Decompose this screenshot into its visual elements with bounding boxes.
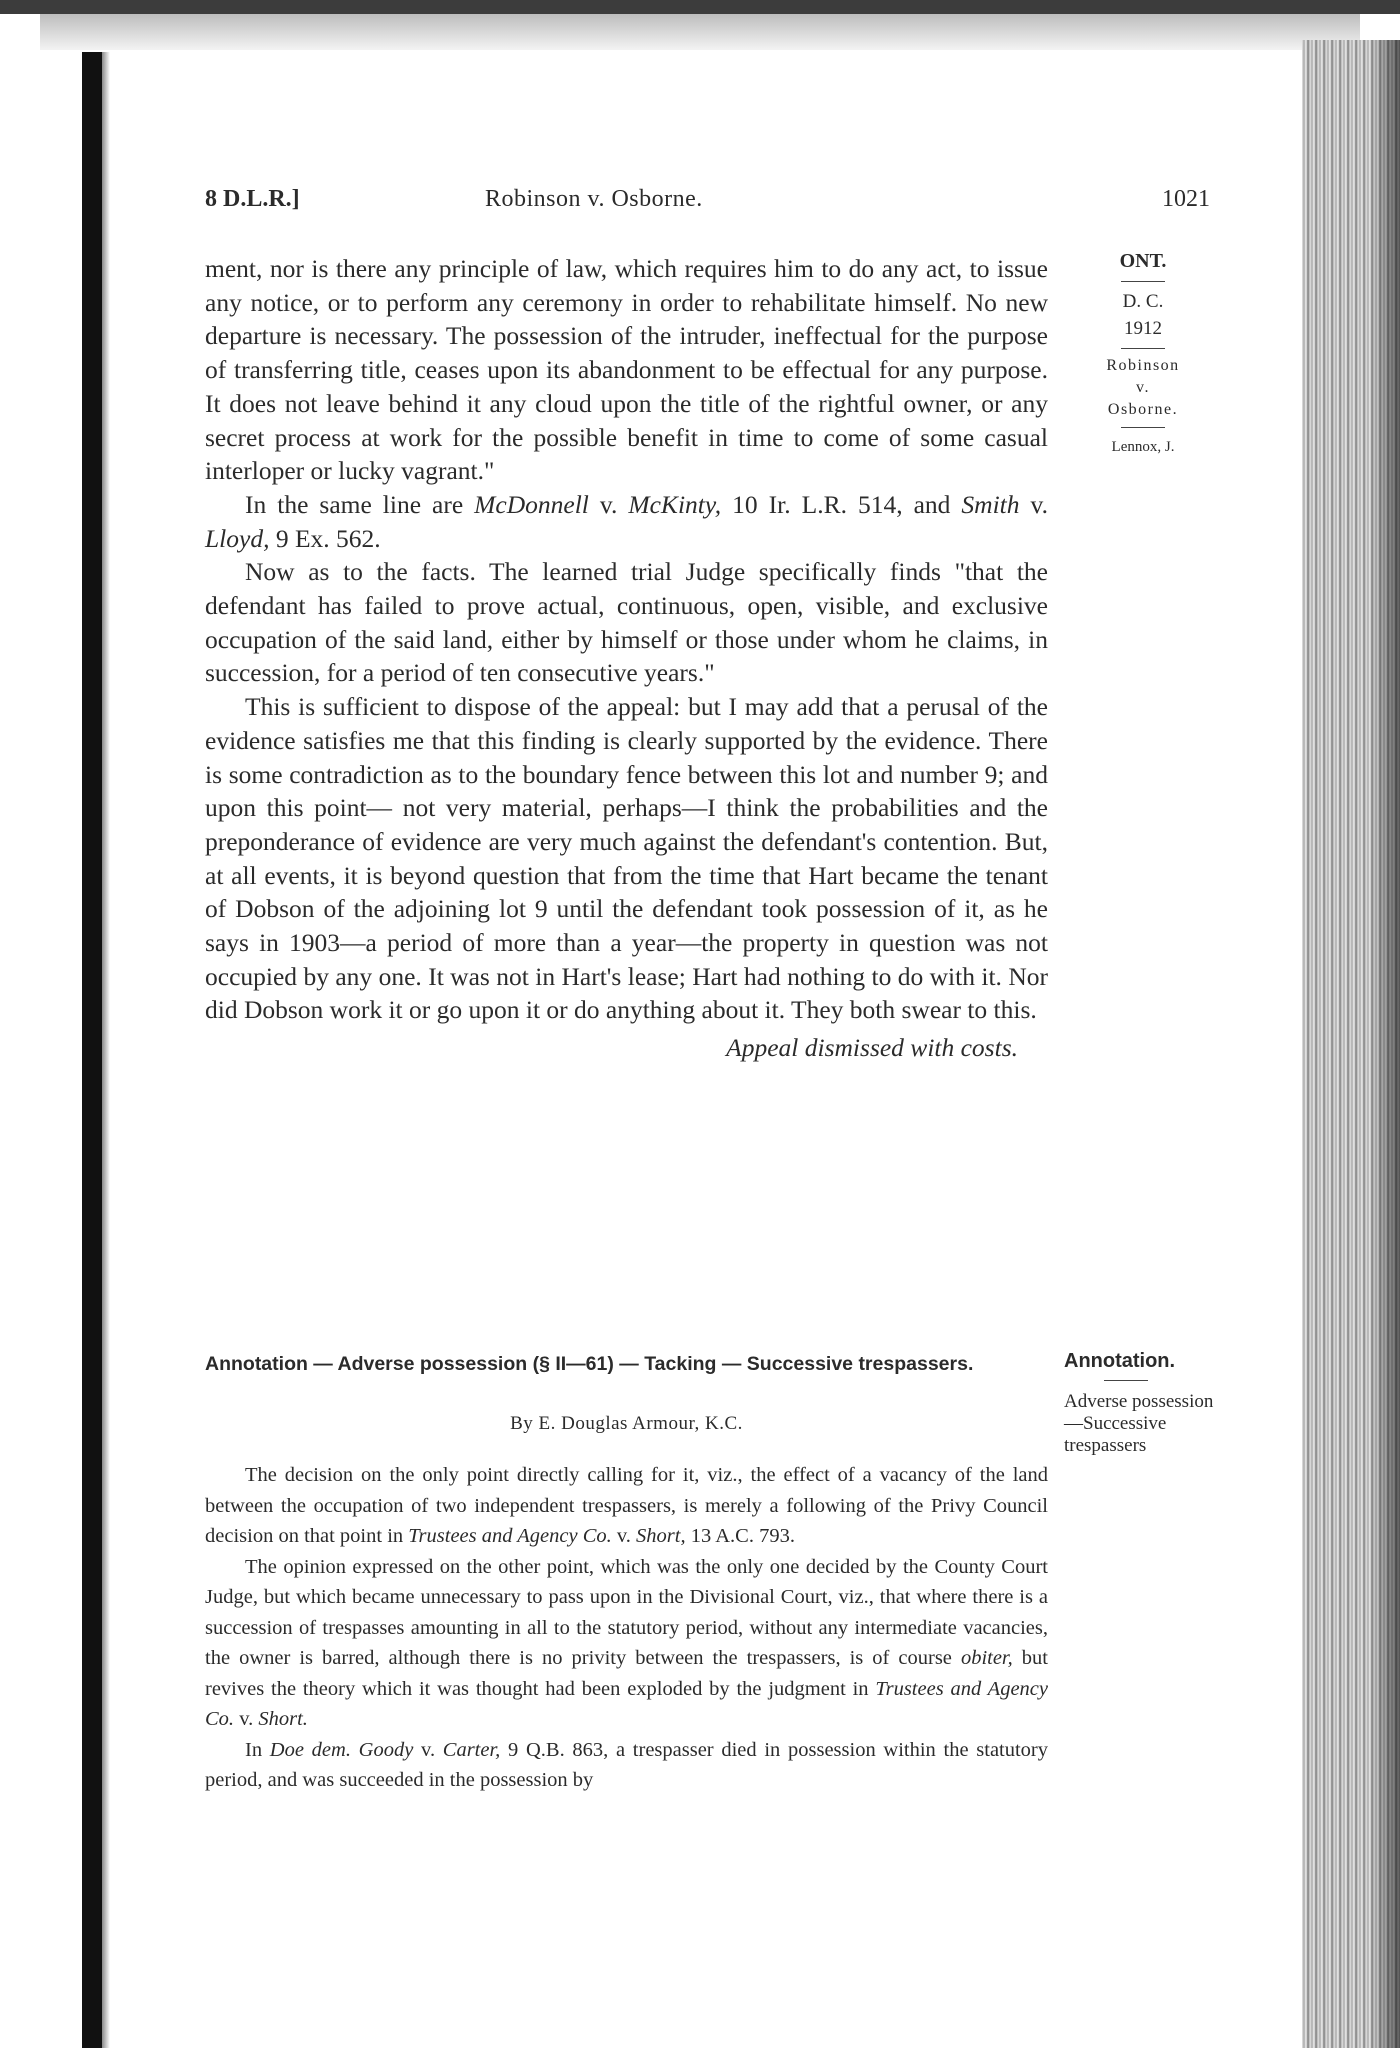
- page-edges: [1302, 40, 1400, 2048]
- annotation-byline: By E. Douglas Armour, K.C.: [510, 1413, 743, 1434]
- spine-shadow: [102, 52, 110, 2048]
- paragraph-1: ment, nor is there any principle of law, which requires him to do any act, to issue any notice, or to perform any ceremony in order to rehabilitate himself. No new departure is necessary. The possession of the intruder, ineffectual for the purpose of transferring title, ceases upon its abandonment to be effectual for any purpose. It does not leave behind it any cloud upon the title of the rightful owner, or any secret process at work for the possible benefit in time to come of some casual interloper or lucky vagrant.": [205, 254, 1048, 486]
- margin-rule: [1121, 348, 1165, 349]
- case-name: Carter,: [442, 1738, 501, 1761]
- annotation-text: [205, 1460, 1048, 1796]
- margin-rule: [1121, 281, 1165, 282]
- case-name: Smith: [961, 489, 1020, 519]
- case-name: Doe dem. Goody: [269, 1738, 414, 1761]
- margin-rule: [1121, 427, 1165, 428]
- book-top-shadow: [40, 14, 1360, 50]
- margin-annotation-label: Annotation.: [1064, 1350, 1176, 1372]
- book-top-edge: [0, 0, 1400, 14]
- case-name: Trustees and Agency Co.: [408, 1525, 612, 1547]
- margin-party2: Osborne.: [1107, 401, 1179, 418]
- case-name: McKinty,: [628, 489, 722, 519]
- judgment-text: [205, 252, 1048, 1065]
- margin-versus: v.: [1136, 379, 1150, 396]
- paragraph-3: Now as to the facts. The learned trial Judge specifically finds "that the defendant has failed to prove actual, continuous, open, visible, and exclusive occupation of the said land, either by himself or those under whom he claims, in succession, for a period of ten consecutive years.": [205, 557, 1048, 688]
- running-head: [205, 186, 1210, 222]
- margin-year: 1912: [1124, 318, 1162, 339]
- margin-annotation-subject: Adverse possession—Successive trespassers: [1064, 1391, 1214, 1456]
- latin-term: obiter,: [960, 1647, 1013, 1669]
- page-number: 1021: [1162, 186, 1210, 212]
- margin-party1: Robinson: [1106, 357, 1180, 374]
- case-name: Trustees and Agency Co.: [205, 1677, 1048, 1730]
- margin-judge: Lennox, J.: [1111, 439, 1175, 455]
- volume-reference: 8 D.L.R.]: [205, 186, 300, 212]
- margin-court: D. C.: [1122, 291, 1164, 312]
- margin-province: ONT.: [1119, 250, 1167, 272]
- disposition: Appeal dismissed with costs.: [726, 1033, 1018, 1063]
- case-name: McDonnell: [474, 489, 589, 519]
- case-name: Lloyd,: [205, 523, 270, 553]
- annotation-paragraph-1: The decision on the only point directly calling for it, viz., the effect of a vacancy of the land between the occupation of two independent trespassers, is merely a following of the Privy Council decision on that point in Trustees and Agency Co. v. Short, 13 A.C. 793.: [205, 1464, 1048, 1547]
- annotation-heading: Annotation — Adverse possession (§ II—61) — Tacking — Successive trespassers.: [205, 1353, 974, 1375]
- case-title: Robinson v. Osborne.: [485, 186, 703, 212]
- case-name: Short,: [636, 1525, 686, 1547]
- annotation-paragraph-3: In Doe dem. Goody v. Carter, 9 Q.B. 863, a trespasser died in possession within the statutory period, and was succeeded in the possession by: [205, 1738, 1049, 1791]
- margin-note-court: [1068, 248, 1218, 461]
- paragraph-4: This is sufficient to dispose of the appeal: but I may add that a perusal of the evidence satisfies me that this finding is clearly supported by the evidence. There is some contradiction as to the boundary fence between this lot and number 9; and upon this point— not very material, perhaps—I think the probabilities and the preponderance of evidence are very much against the defendant's contention. But, at all events, it is beyond question that from the time that Hart became the tenant of Dobson of the adjoining lot 9 until the defendant took possession of it, as he says in 1903—a period of more than a year—the property in question was not occupied by any one. It was not in Hart's lease; Hart had nothing to do with it. Nor did Dobson work it or go upon it or do anything about it. They both swear to this.: [205, 692, 1048, 1025]
- annotation-paragraph-2: The opinion expressed on the other point, which was the only one decided by the County Court Judge, but which became unnecessary to pass upon in the Divisional Court, viz., that where there is a succession of trespasses amounting in all to the statutory period, without any intermediate vacancies, the owner is barred, although there is no privity between the trespassers, is of course obiter, but revives the theory which it was thought had been exploded by the judgment in Trustees and Agency Co. v. Short.: [205, 1555, 1048, 1730]
- book-spine: [82, 52, 102, 2048]
- paragraph-2: In the same line are McDonnell v. McKinty, 10 Ir. L.R. 514, and Smith v. Lloyd, 9 Ex. 562.: [205, 489, 1048, 553]
- case-name: Short.: [258, 1708, 308, 1730]
- margin-note-annotation: [1064, 1350, 1214, 1457]
- margin-rule: [1104, 1380, 1148, 1381]
